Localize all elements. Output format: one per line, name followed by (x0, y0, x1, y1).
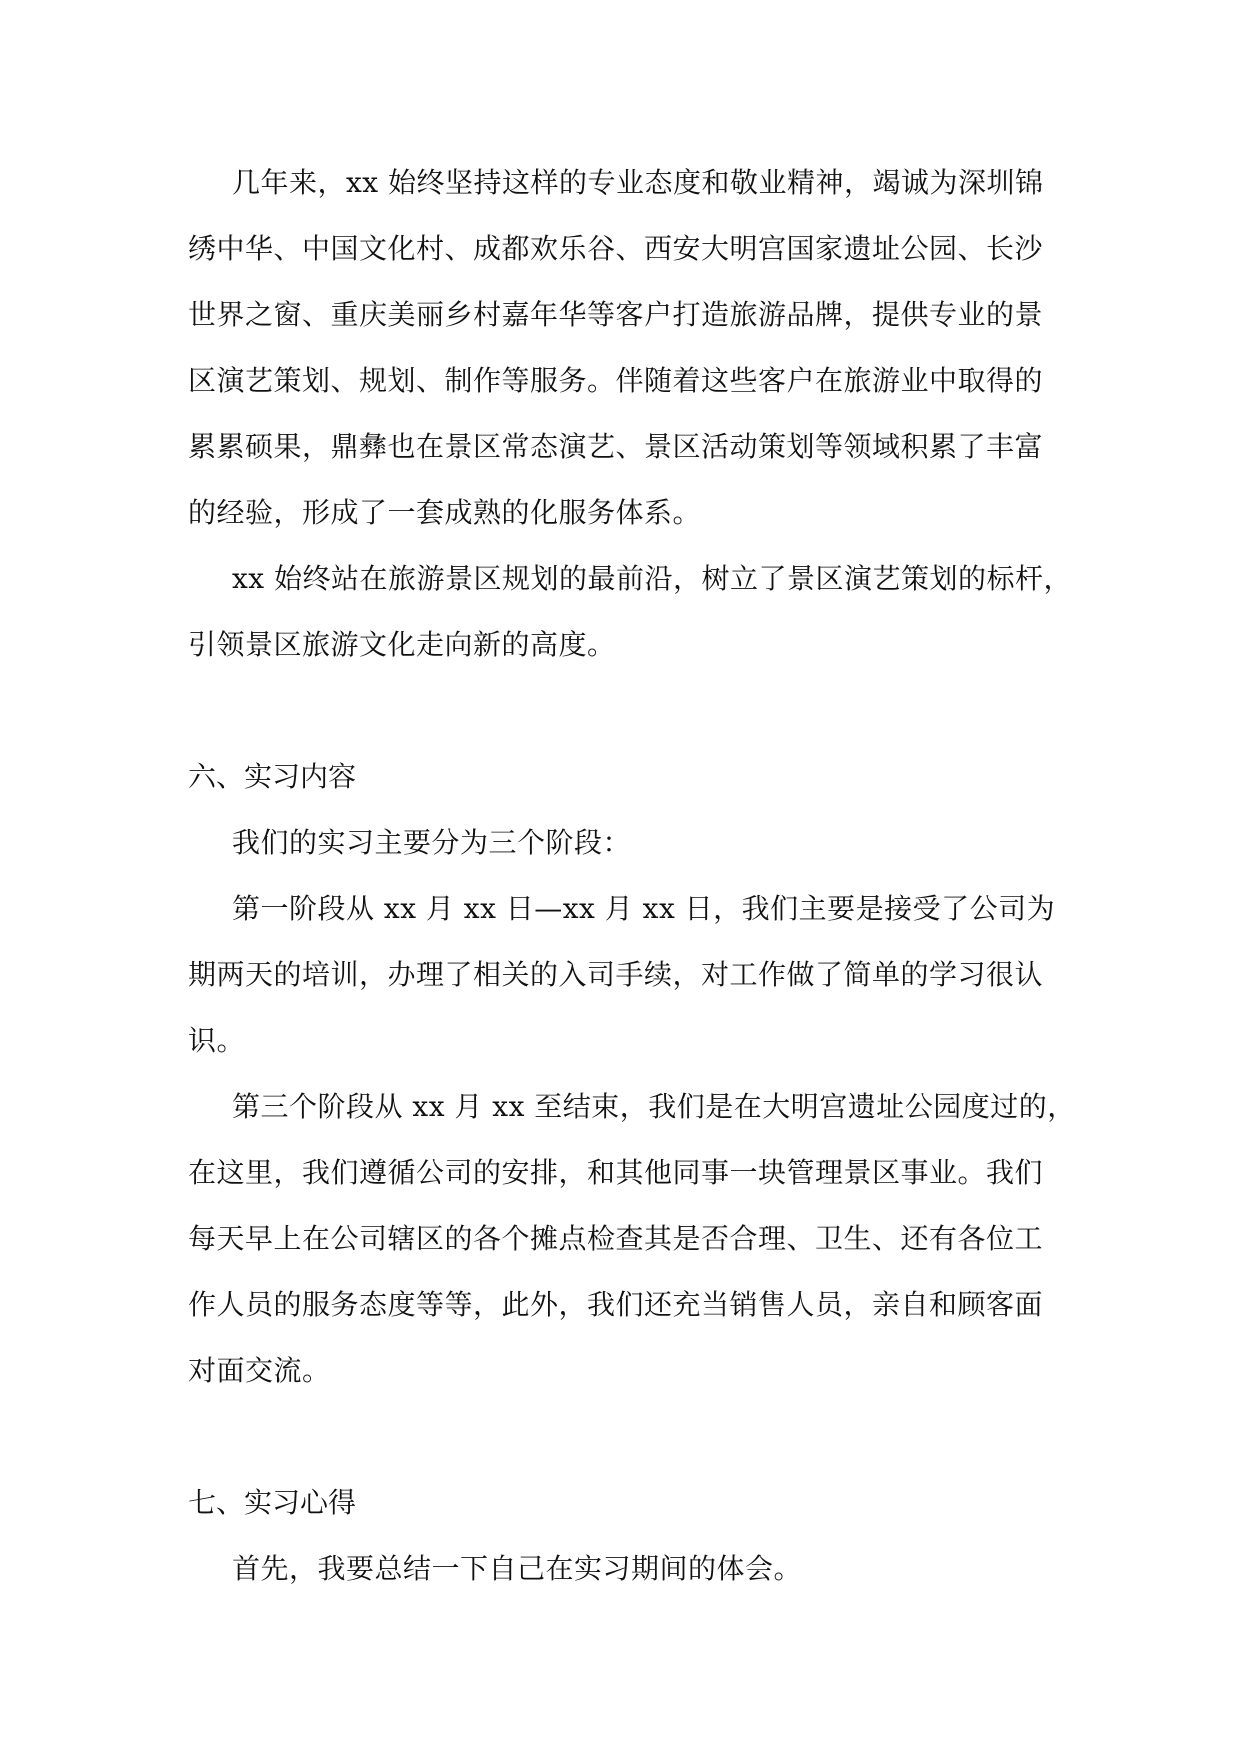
text-line: 世界之窗、重庆美丽乡村嘉年华等客户打造旅游品牌，提供专业的景 (188, 298, 1044, 331)
paragraph-stage-three (188, 1074, 1076, 1404)
text-line: 期两天的培训，办理了相关的入司手续，对工作做了简单的学习很认 (188, 958, 1044, 991)
paragraph-stages-intro (188, 810, 1068, 876)
text-line: 首先，我要总结一下自己在实习期间的体会。 (232, 1552, 803, 1585)
spacer (188, 1404, 1068, 1470)
text-line: 作人员的服务态度等等，此外，我们还充当销售人员，亲自和顾客面 (188, 1288, 1044, 1321)
text-line: 引领景区旅游文化走向新的高度。 (188, 628, 616, 661)
text-line: xx 始终站在旅游景区规划的最前沿，树立了景区演艺策划的标杆， (232, 562, 1072, 595)
text-line: 第三个阶段从 xx 月 xx 至结束，我们是在大明宫遗址公园度过的， (232, 1090, 1076, 1123)
text-line: 每天早上在公司辖区的各个摊点检查其是否合理、卫生、还有各位工 (188, 1222, 1044, 1255)
text-line: 我们的实习主要分为三个阶段： (232, 826, 632, 859)
text-line: 识。 (188, 1024, 246, 1057)
text-line: 在这里，我们遵循公司的安排，和其他同事一块管理景区事业。我们 (188, 1156, 1044, 1189)
section-heading-internship-reflections: 七、实习心得 (188, 1486, 357, 1519)
spacer (188, 678, 1068, 744)
paragraph-company-position (188, 546, 1072, 678)
text-line: 区演艺策划、规划、制作等服务。伴随着这些客户在旅游业中取得的 (188, 364, 1044, 397)
text-line: 累累硕果，鼎彝也在景区常态演艺、景区活动策划等领域积累了丰富 (188, 430, 1044, 463)
section-heading-internship-content: 六、实习内容 (188, 760, 357, 793)
text-line: 对面交流。 (188, 1354, 331, 1387)
text-line: 绣中华、中国文化村、成都欢乐谷、西安大明宫国家遗址公园、长沙 (188, 232, 1044, 265)
paragraph-company-history (188, 150, 1068, 546)
paragraph-reflection-intro (188, 1536, 1068, 1602)
paragraph-stage-one (188, 876, 1068, 1074)
text-line: 第一阶段从 xx 月 xx 日—xx 月 xx 日，我们主要是接受了公司为 (232, 892, 1056, 925)
text-line: 的经验，形成了一套成熟的化服务体系。 (188, 496, 702, 529)
document-page (188, 150, 1076, 1602)
text-line: 几年来，xx 始终坚持这样的专业态度和敬业精神，竭诚为深圳锦 (232, 166, 1044, 199)
